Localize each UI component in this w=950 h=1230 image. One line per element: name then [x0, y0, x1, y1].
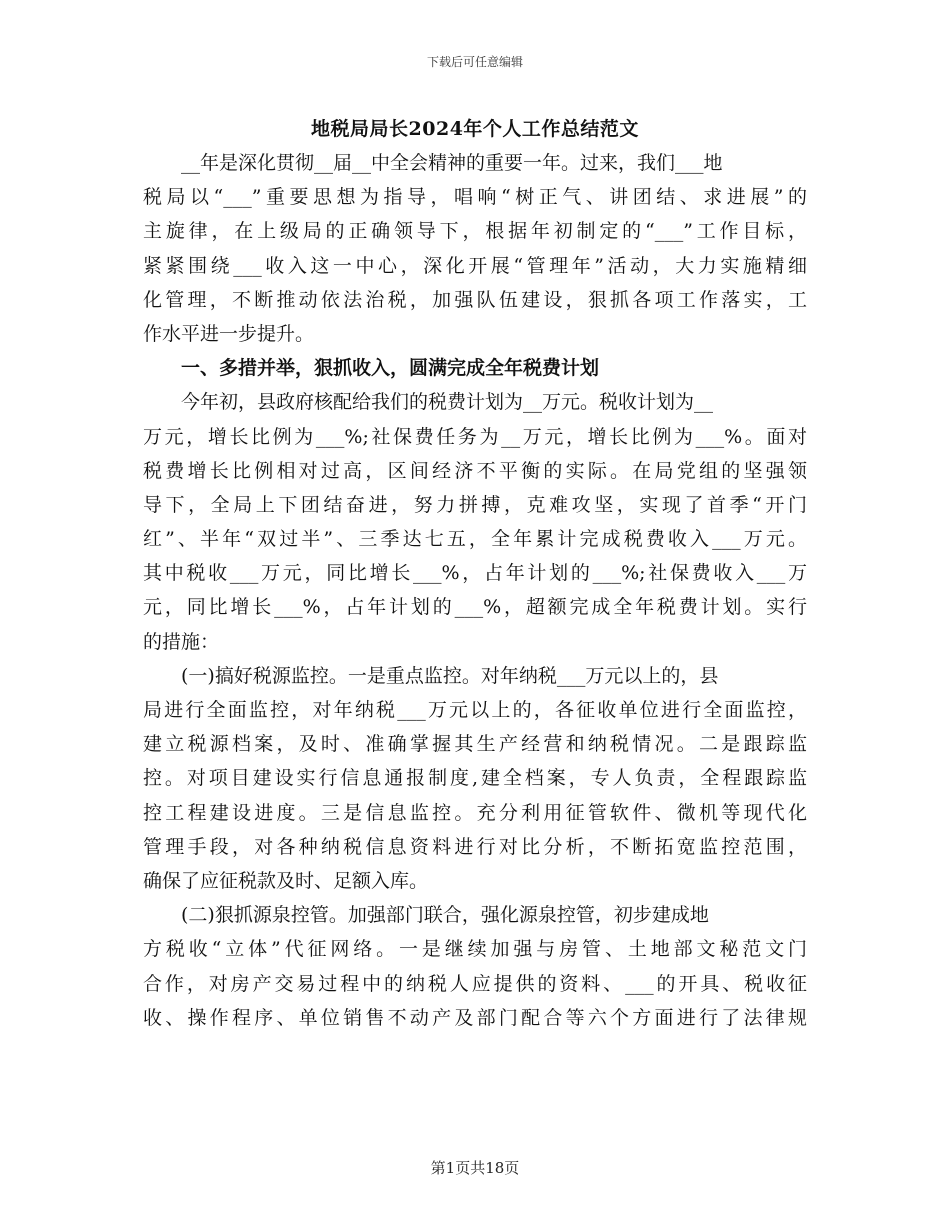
- paragraph-line: 税费增长比例相对过高，区间经济不平衡的实际。在局党组的坚强领: [143, 459, 807, 482]
- paragraph-line: (一)搞好税源监控。一是重点监控。对年纳税___万元以上的，县: [181, 664, 719, 687]
- paragraph-line: 确保了应征税款及时、足额入库。: [143, 869, 429, 892]
- document-body: [143, 146, 807, 1035]
- document-title: 地税局局长2024年个人工作总结范文: [311, 118, 639, 140]
- section-heading: 一、多措并举，狠抓收入，圆满完成全年税费计划: [181, 357, 600, 380]
- page-footer: 第1页共18页: [430, 1159, 520, 1177]
- paragraph-line: 其中税收___万元，同比增长___%，占年计划的___%;社保费收入___万: [143, 562, 807, 585]
- paragraph-line: 建立税源档案，及时、准确掌握其生产经营和纳税情况。二是跟踪监: [143, 733, 807, 756]
- paragraph-line: 控工程建设进度。三是信息监控。充分利用征管软件、微机等现代化: [143, 801, 807, 824]
- paragraph-line: 红”、半年“双过半”、三季达七五，全年累计完成税费收入___万元。: [143, 528, 807, 551]
- paragraph-line: 今年初，县政府核配给我们的税费计划为__万元。税收计划为__: [181, 391, 714, 414]
- paragraph-line: 的措施：: [143, 630, 220, 653]
- paragraph-line: 控。对项目建设实行信息通报制度,建全档案，专人负责，全程跟踪监: [143, 767, 807, 790]
- paragraph-line: 万元，增长比例为___%;社保费任务为__万元，增长比例为___%。面对: [143, 425, 807, 448]
- paragraph-line: __年是深化贯彻__届__中全会精神的重要一年。过来，我们___地: [181, 152, 723, 174]
- paragraph-line: 元，同比增长___%，占年计划的___%，超额完成全年税费计划。实行: [143, 596, 807, 619]
- paragraph-line: 导下，全局上下团结奋进，努力拼搏，克难攻坚，实现了首季“开门: [143, 493, 807, 516]
- paragraph-line: (二)狠抓源泉控管。加强部门联合，强化源泉控管，初步建成地: [181, 904, 709, 927]
- paragraph-line: 收、操作程序、单位销售不动产及部门配合等六个方面进行了法律规: [143, 1006, 807, 1029]
- paragraph-line: 管理手段，对各种纳税信息资料进行对比分析，不断拓宽监控范围，: [143, 835, 807, 858]
- paragraph-line: 税局以“___”重要思想为指导，唱响“树正气、讲团结、求进展”的: [143, 186, 807, 209]
- paragraph-line: 合作，对房产交易过程中的纳税人应提供的资料、___的开具、税收征: [143, 972, 807, 995]
- header-note: 下载后可任意编辑: [426, 55, 523, 69]
- paragraph-line: 局进行全面监控，对年纳税___万元以上的，各征收单位进行全面监控，: [143, 699, 807, 721]
- paragraph-line: 化管理，不断推动依法治税，加强队伍建设，狠抓各项工作落实，工: [143, 288, 807, 311]
- paragraph-line: 主旋律，在上级局的正确领导下，根据年初制定的“___”工作目标，: [143, 220, 807, 243]
- paragraph-line: 作水平进一步提升。: [143, 322, 315, 345]
- paragraph-line: 紧紧围绕___收入这一中心，深化开展“管理年”活动，大力实施精细: [143, 254, 807, 277]
- paragraph-line: 方税收“立体”代征网络。一是继续加强与房管、土地部文秘范文门: [143, 938, 807, 961]
